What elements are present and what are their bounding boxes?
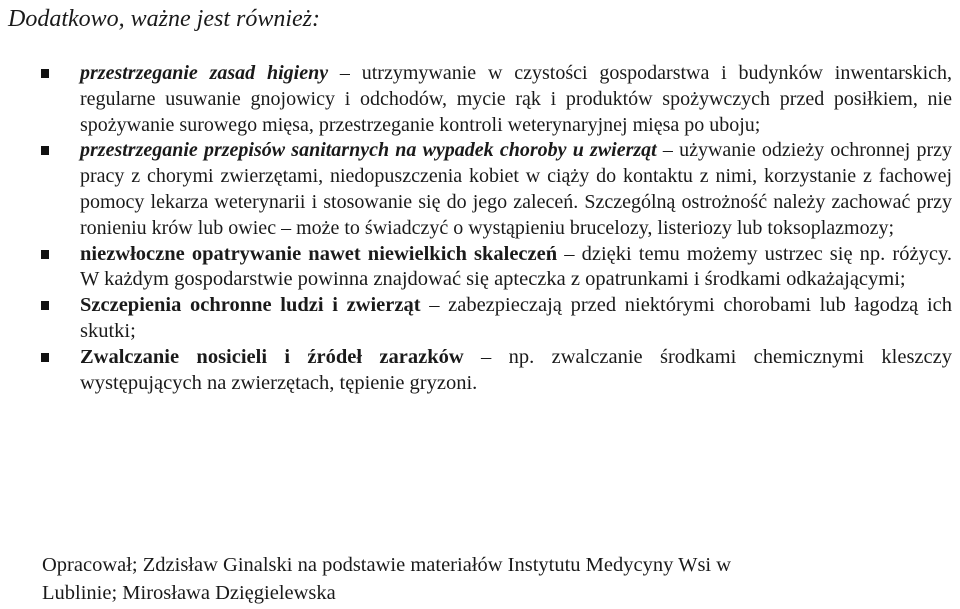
item-lead: Zwalczanie nosicieli i źródeł zarazków: [80, 345, 464, 368]
recommendation-list: [0, 61, 960, 396]
square-bullet-icon: [41, 146, 49, 155]
item-lead: przestrzeganie zasad higieny: [80, 62, 329, 84]
section-heading: Dodatkowo, ważne jest również:: [8, 6, 320, 32]
item-text: – np. zwalczanie środkami chemicznymi kleszczy występujących na zwierzętach, tępienie gryzoni.: [80, 345, 952, 394]
credit-line-2: Lublinie; Mirosława Dzięgielewska: [42, 582, 336, 604]
list-item: [0, 61, 960, 138]
author-credit: [42, 551, 942, 607]
item-lead: przestrzeganie przepisów sanitarnych na wypadek choroby u zwierząt: [80, 139, 657, 162]
item-text: – dzięki temu możemy ustrzec się np. różycy. W każdym gospodarstwie powinna znajdować się apteczka z opatrunkami i środkami odkażającymi;: [80, 242, 952, 291]
item-text: – utrzymywanie w czystości gospodarstwa i budynków inwentarskich, regularne usuwanie gnojowicy i odchodów, mycie rąk i produktów spożywczych przed posiłkiem, nie spożywanie surowego mięsa, przestrzeganie kontroli weterynaryjnej mięsa po uboju;: [80, 62, 952, 136]
square-bullet-icon: [41, 353, 49, 362]
square-bullet-icon: [41, 301, 49, 310]
square-bullet-icon: [41, 250, 49, 259]
list-item: [0, 345, 960, 397]
item-text: – używanie odzieży ochronnej przy pracy z chorymi zwierzętami, niedopuszczenia kobiet w ciąży do kontaktu z nimi, korzystanie z fachowej pomocy lekarza weterynarii i stosowanie się do jego zaleceń. Szczególną ostrożność należy zachować przy ronieniu krów lub owiec – może to świadczyć o wystąpieniu brucelozy, listeriozy lub toksoplazmozy;: [80, 139, 953, 239]
list-item: [0, 293, 960, 345]
item-lead: niezwłoczne opatrywanie nawet niewielkich skaleczeń: [80, 242, 558, 265]
list-item: [0, 242, 960, 294]
list-item: [0, 138, 960, 241]
item-text: – zabezpieczają przed niektórymi chorobami lub łagodzą ich skutki;: [80, 294, 952, 342]
credit-line-1: Opracował; Zdzisław Ginalski na podstawie materiałów Instytutu Medycyny Wsi w: [42, 554, 732, 576]
square-bullet-icon: [41, 69, 49, 78]
item-lead: Szczepienia ochronne ludzi i zwierząt: [80, 294, 421, 317]
